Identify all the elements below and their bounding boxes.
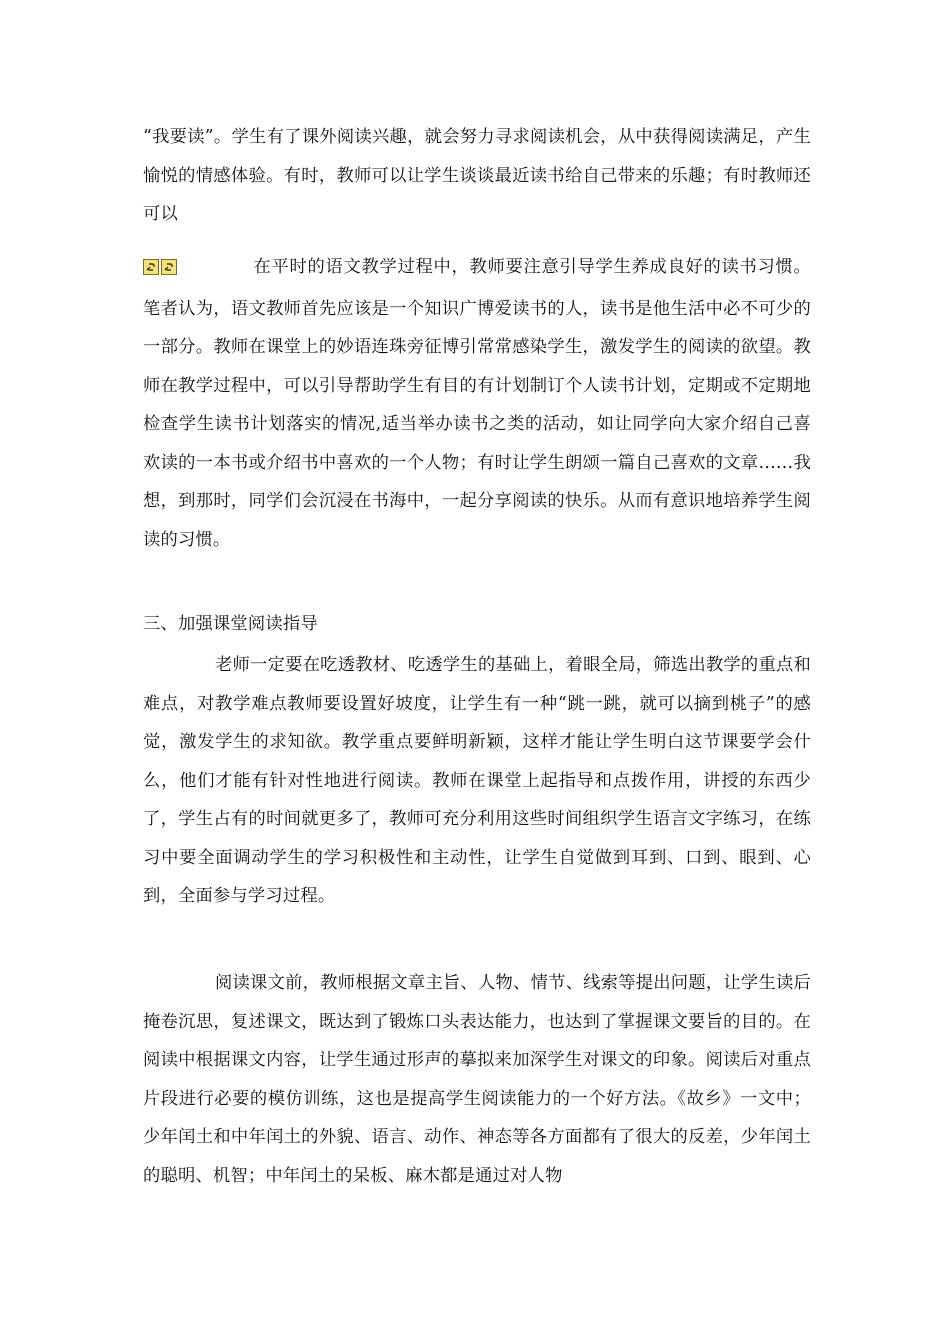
paragraph-reading-method: 阅读课文前，教师根据文章主旨、人物、情节、线索等提出问题，让学生读后掩卷沉思，复述课文，既达到了锻炼口头表达能力，也达到了掌握课文要旨的目的。在阅读中根据课文内容，让学生通过形声的摹拟来加深学生对课文的印象。阅读后对重点片段进行必要的模仿训练，这也是提高学生阅读能力的一个好方法。《故乡》一文中；少年闰土和中年闰土的外貌、语言、动作、神态等各方面都有了很大的反差，少年闰土的聪明、机智；中年闰土的呆板、麻木都是通过对人物 bbox=[143, 973, 811, 1186]
link-icon-group[interactable] bbox=[143, 251, 179, 290]
paragraph-reading-habits-text: 在平时的语文教学过程中，教师要注意引导学生养成良好的读书习惯。笔者认为，语文教师首先应该是一个知识广博爱读书的人，读书是他生活中必不可少的一部分。教师在课堂上的妙语连珠旁征博引常常感染学生，激发学生的阅读的欲望。教师在教学过程中，可以引导帮助学生有目的有计划制订个人读书计划，定期或不定期地检查学生读书计划落实的情况,适当举办读书之类的活动，如让同学向大家介绍自己喜欢读的一本书或介绍书中喜欢的一个人物；有时让学生朗颂一篇自己喜欢的文章……我想，到那时，同学们会沉浸在书海中，一起分享阅读的快乐。从而有意识地培养学生阅读的习惯。 bbox=[143, 257, 811, 550]
section-heading-classroom-guidance: 三、加强课堂阅读指导 bbox=[143, 614, 318, 634]
paragraph-reading-habits bbox=[143, 248, 811, 559]
paragraph-teaching-focus: 老师一定要在吃透教材、吃透学生的基础上，着眼全局，筛选出教学的重点和难点，对教学难点教师要设置好坡度，让学生有一种“跳一跳，就可以摘到桃子”的感觉，激发学生的求知欲。教学重点要鲜明新颖，这样才能让学生明白这节课要学会什么，他们才能有针对性地进行阅读。教师在课堂上起指导和点拨作用，讲授的东西少了，学生占有的时间就更多了，教师可充分利用这些时间组织学生语言文字练习，在练习中要全面调动学生的学习积极性和主动性，让学生自觉做到耳到、口到、眼到、心到，全面参与学习过程。 bbox=[143, 655, 811, 906]
hyperlink-icon[interactable] bbox=[143, 259, 159, 275]
paragraph-reading-interest: “我要读”。学生有了课外阅读兴趣，就会努力寻求阅读机会，从中获得阅读满足，产生愉悦的情感体验。有时，教师可以让学生谈谈最近读书给自己带来的乐趣；有时教师还可以 bbox=[143, 127, 811, 224]
hyperlink-icon[interactable] bbox=[161, 259, 177, 275]
